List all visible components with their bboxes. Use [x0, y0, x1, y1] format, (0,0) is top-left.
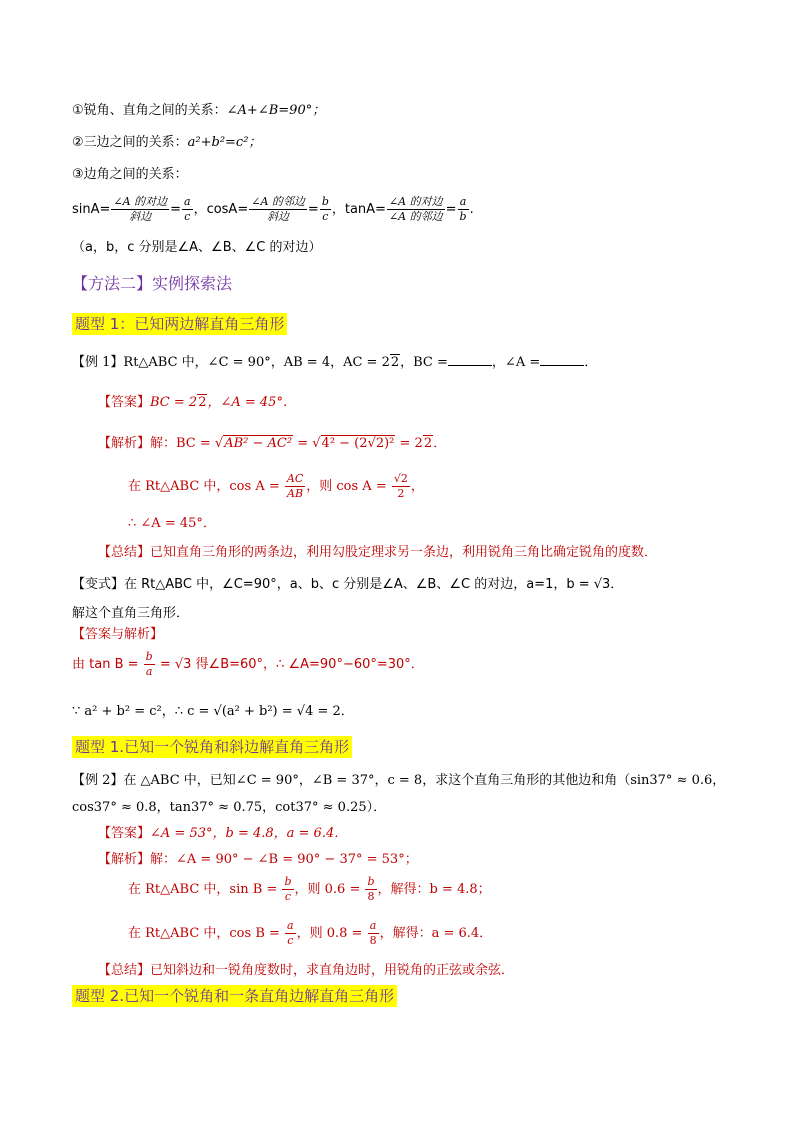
type-1b-heading	[72, 736, 352, 758]
type-1b-title: 题型 1.已知一个锐角和斜边解直角三角形	[72, 736, 352, 758]
cos-a-value	[392, 472, 410, 501]
relation-2-expr: a²+b²=c²；	[187, 135, 262, 150]
step-2-a: 在 Rt△ABC 中，cos A =	[128, 479, 284, 494]
type-1a-heading	[72, 313, 287, 335]
tan-fraction	[387, 195, 445, 224]
variant-line-1-a: 由 tan B =	[72, 657, 143, 672]
variant-line-1-b: = √3 得∠B=60°，∴ ∠A=90°−60°=30°．	[155, 657, 424, 672]
example-2-step-3	[128, 918, 492, 950]
step-2-b: ，则 cos A =	[306, 479, 391, 494]
cos-b-num: a	[287, 919, 294, 932]
variant-line-1	[72, 650, 424, 680]
example-2-text-1: 在 △ABC 中，已知∠C = 90°，∠B = 37°，c = 8，求这个直角三角形的其他边和角（sin37° ≈ 0.6，	[123, 773, 726, 788]
answer-label: 【答案】	[98, 395, 151, 410]
angle-a-blank	[540, 352, 584, 366]
bc-blank	[448, 352, 492, 366]
example-2-answer-label: 【答案】	[98, 826, 151, 841]
cos-b-den: c	[287, 934, 294, 947]
example-1-solution	[98, 435, 446, 453]
ex2-step-2-a: 在 Rt△ABC 中，sin B =	[128, 882, 282, 897]
tan-b-fraction	[144, 650, 155, 679]
sin-b-value	[365, 875, 376, 904]
ex2-step-2-c: ，解得：b = 4.8；	[377, 882, 491, 897]
tan-ratio-num: a	[458, 195, 469, 210]
variant-question	[72, 576, 623, 594]
example-1-answer	[98, 394, 296, 412]
tan-b-num: b	[145, 650, 153, 663]
relation-1-label: ①锐角、直角之间的关系：	[72, 103, 227, 118]
cos-numerator: ∠A 的邻边	[251, 195, 305, 208]
answer-b: ，∠A = 45°．	[207, 395, 296, 410]
cos-b-value	[368, 919, 379, 948]
sin-b-value-den: 8	[367, 890, 375, 903]
cos-a-fraction	[285, 472, 305, 501]
example-2-summary	[98, 962, 514, 980]
type-2-title: 题型 2.已知一个锐角和一条直角边解直角三角形	[72, 985, 397, 1007]
variant-text-2: 解这个直角三角形．	[72, 606, 190, 621]
relation-1-expr: ∠A+∠B=90°；	[226, 103, 326, 118]
sin-b-den: c	[284, 890, 292, 903]
tan-ratio-den: b	[459, 210, 467, 223]
example-2-summary-label: 【总结】	[98, 963, 151, 978]
type-1a-title: 题型 1：已知两边解直角三角形	[72, 313, 287, 335]
example-2-summary-text: 已知斜边和一锐角度数时，求直角边时，用锐角的正弦或余弦．	[150, 963, 515, 978]
relation-1	[72, 102, 325, 120]
cos-ratio-num: b	[321, 195, 329, 208]
sin-b-value-num: b	[367, 875, 375, 888]
solution-label: 【解析】	[98, 436, 151, 451]
example-1-text-a: Rt△ABC 中，∠C = 90°，AB = 4，AC = 2	[123, 355, 390, 370]
answer-a: BC = 2	[150, 395, 198, 410]
sin-fraction	[111, 195, 169, 224]
solution-c: ．	[433, 436, 447, 451]
example-1-sqrt: 2	[390, 355, 400, 370]
cos-ratio-den: c	[322, 210, 329, 223]
example-1-text-b: ，BC =	[400, 355, 448, 370]
trig-definitions: sinA= $\frac{\text{∠A 的对边}}{\text{斜边}}$ = $\frac{a}{c}$ ，cosA= $\frac{\text{∠A 的邻边}}{\text{斜边}}$ = $\frac{b}{c}$ ，tanA= $\frac{\text{∠A 的对边}}{\text{∠A 的邻边}}$ = $\frac{a}{b}$ .	[72, 195, 474, 223]
example-1-step-3: ∴ ∠A = 45°．	[128, 516, 216, 531]
variant-text: 在 Rt△ABC 中，∠C=90°，a、b、c 分别是∠A、∠B、∠C 的对边，a=1，b = √3．	[124, 577, 624, 592]
summary-text: 已知直角三角形的两条边，利用勾股定理求另一条边，利用锐角三角比确定锐角的度数．	[150, 545, 658, 560]
tan-ratio	[458, 195, 469, 224]
sin-ratio-den: c	[184, 210, 191, 223]
sin-b-fraction	[282, 875, 293, 904]
solution-eq: =	[293, 436, 313, 451]
sin-b-num: b	[284, 875, 292, 888]
solution-sqrt-2: 4² − (2√2)²	[321, 436, 395, 451]
example-2-label: 【例 2】	[72, 773, 124, 788]
cos-denominator: 斜边	[267, 210, 290, 223]
example-2-text-2: cos37° ≈ 0.8，tan37° ≈ 0.75，cot37° ≈ 0.25）．	[72, 800, 387, 815]
type-2-heading	[72, 985, 397, 1007]
tan-numerator: ∠A 的对边	[388, 195, 443, 208]
variant-answer-label: 【答案与解析】	[72, 627, 164, 642]
example-1-step-2	[128, 472, 424, 502]
cos-b-fraction	[285, 919, 296, 948]
cos-a-num: AC	[286, 472, 304, 485]
example-2-solution-label: 【解析】	[98, 852, 151, 867]
relation-2	[72, 134, 261, 152]
example-2-answer-text: ∠A = 53°，b = 4.8，a = 6.4．	[150, 826, 348, 841]
relation-2-label: ②三边之间的关系：	[72, 135, 188, 150]
relations-note: （a，b，c 分别是∠A、∠B、∠C 的对边）	[72, 240, 322, 255]
method-2-title: 【方法二】实例探索法	[72, 274, 233, 293]
example-1-text-c: ，∠A =	[491, 355, 541, 370]
ex2-step-3-a: 在 Rt△ABC 中，cos B =	[128, 926, 285, 941]
ex2-step-2-b: ，则 0.6 =	[294, 882, 365, 897]
example-2-step-2	[128, 874, 491, 906]
solution-a: 解：BC =	[150, 436, 215, 451]
ex2-step-3-b: ，则 0.8 =	[296, 926, 367, 941]
cos-lhs: ，cosA=	[193, 202, 249, 217]
ex2-step-3-c: ，解得：a = 6.4．	[379, 926, 493, 941]
sin-numerator: ∠A 的对边	[113, 195, 168, 208]
tan-lhs: ，tanA=	[331, 202, 386, 217]
variant-label: 【变式】	[72, 577, 125, 592]
example-1-label: 【例 1】	[72, 355, 124, 370]
tan-b-den: a	[145, 665, 153, 678]
variant-line-2: ∵ a² + b² = c²，∴ c = √(a² + b²) = √4 = 2．	[72, 704, 354, 719]
solution-sqrt-1: AB² − AC²	[224, 436, 293, 451]
cos-a-value-den: 2	[397, 487, 405, 500]
example-1-summary	[98, 544, 657, 562]
example-2-solution	[98, 851, 418, 869]
answer-sqrt: 2	[198, 395, 207, 410]
relation-3-label: ③边角之间的关系：	[72, 167, 188, 182]
example-2-answer	[98, 825, 347, 843]
solution-sqrt-3: 2	[423, 436, 433, 451]
example-1-text-d: ．	[584, 355, 598, 370]
example-1-question	[72, 352, 597, 372]
tan-denominator: ∠A 的邻边	[388, 210, 443, 223]
solution-b: = 2	[395, 436, 423, 451]
sin-denominator: 斜边	[129, 210, 152, 223]
example-2-solution-text: 解：∠A = 90° − ∠B = 90° − 37° = 53°；	[150, 852, 418, 867]
cos-ratio	[320, 195, 331, 224]
cos-a-value-num: √2	[393, 472, 408, 485]
sin-lhs: sinA=	[72, 202, 111, 217]
sin-ratio-num: a	[184, 195, 191, 208]
example-2-question	[72, 772, 725, 790]
step-2-c: ，	[410, 479, 424, 494]
cos-a-den: AB	[287, 487, 304, 500]
sqrt-sign-2: √	[312, 436, 321, 451]
summary-label: 【总结】	[98, 545, 151, 560]
sin-ratio	[182, 195, 193, 224]
relation-3	[72, 166, 188, 184]
cos-b-value-den: 8	[369, 934, 377, 947]
cos-fraction	[249, 195, 307, 224]
sqrt-sign-1: √	[214, 436, 224, 451]
cos-b-value-num: a	[368, 919, 379, 934]
